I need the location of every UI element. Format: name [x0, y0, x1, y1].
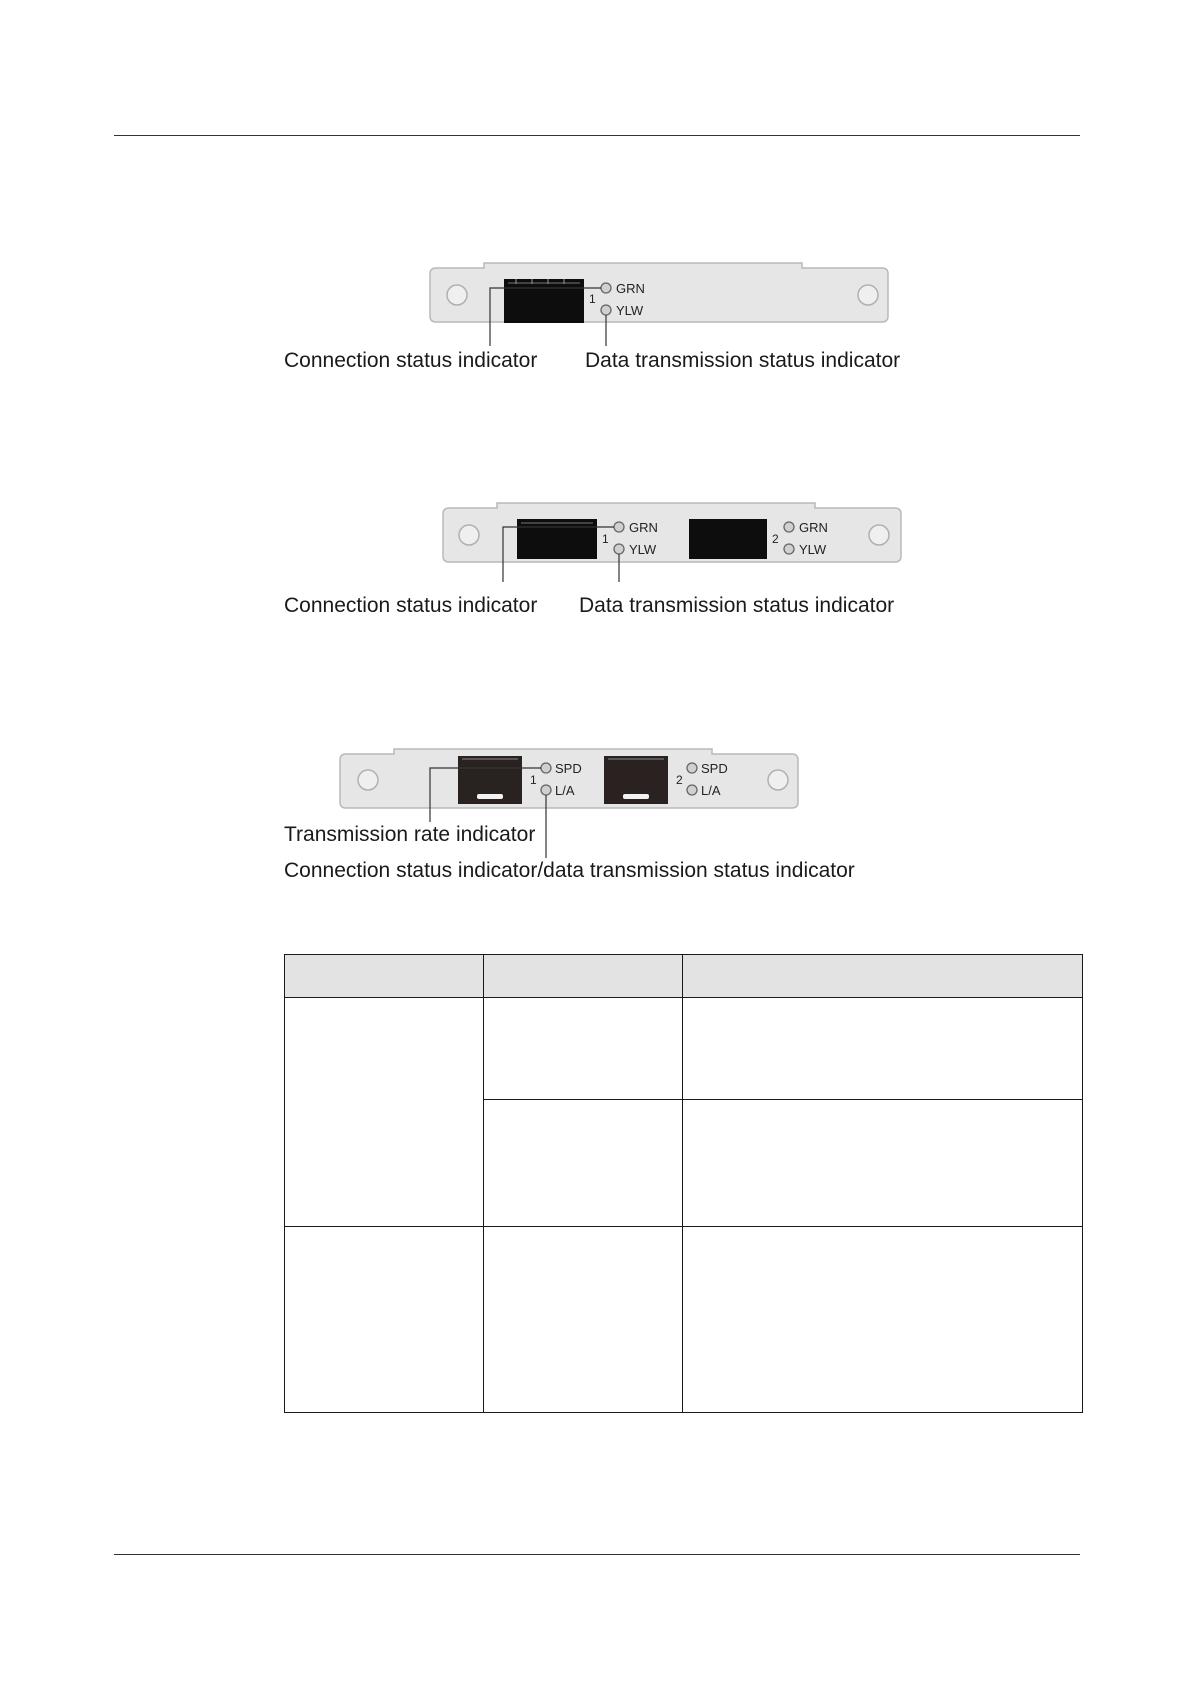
grn-led-2-icon	[784, 522, 794, 532]
caption-connection-data-status: Connection status indicator/data transmission status indicator	[284, 859, 855, 882]
led-label-ylw-2: YLW	[799, 542, 827, 557]
table-cell	[484, 1227, 683, 1413]
header-rule	[114, 135, 1080, 136]
indicator-table	[284, 954, 1083, 1413]
table-cell	[683, 1100, 1083, 1227]
spd-led-2-icon	[687, 763, 697, 773]
grn-led-icon	[601, 283, 611, 293]
grn-led-1-icon	[614, 522, 624, 532]
caption-data-transmission-status: Data transmission status indicator	[579, 594, 895, 617]
la-led-2-icon	[687, 785, 697, 795]
caption-connection-status: Connection status indicator	[284, 594, 538, 617]
sfp-card-illustration	[340, 748, 800, 818]
port-number-2: 2	[676, 773, 683, 787]
screw-hole-right-icon	[869, 525, 889, 545]
screw-hole-right-icon	[768, 770, 788, 790]
screw-hole-left-icon	[459, 525, 479, 545]
sfp-port-1-latch	[477, 794, 503, 799]
screw-hole-left-icon	[447, 285, 467, 305]
port-number-1: 1	[530, 773, 537, 787]
spd-led-1-icon	[541, 763, 551, 773]
port-number-1: 1	[589, 292, 596, 306]
port-2-cage	[689, 519, 767, 559]
led-label-la-2: L/A	[701, 783, 721, 798]
table-header-row	[285, 955, 1083, 998]
table-row	[285, 1227, 1083, 1413]
table-cell	[484, 1100, 683, 1227]
dual-port-card-illustration	[443, 502, 903, 572]
card-panel	[340, 749, 798, 808]
port-number-1: 1	[602, 532, 609, 546]
table-header-cell-2	[484, 955, 683, 998]
led-label-ylw: YLW	[616, 303, 644, 318]
table-cell	[484, 998, 683, 1100]
port-1-cage	[517, 519, 597, 559]
table-header-cell-3	[683, 955, 1083, 998]
led-label-grn-1: GRN	[629, 520, 658, 535]
ylw-led-1-icon	[614, 544, 624, 554]
caption-connection-status: Connection status indicator	[284, 349, 538, 372]
caption-data-transmission-status: Data transmission status indicator	[585, 349, 901, 372]
caption-transmission-rate: Transmission rate indicator	[284, 823, 536, 846]
table-cell	[285, 1227, 484, 1413]
card-panel	[443, 503, 901, 562]
led-label-spd-2: SPD	[701, 761, 728, 776]
ylw-led-2-icon	[784, 544, 794, 554]
port-1-cage	[504, 279, 584, 323]
led-label-ylw-1: YLW	[629, 542, 657, 557]
sfp-port-2-latch	[623, 794, 649, 799]
screw-hole-right-icon	[858, 285, 878, 305]
screw-hole-left-icon	[358, 770, 378, 790]
port-number-2: 2	[772, 532, 779, 546]
led-label-spd-1: SPD	[555, 761, 582, 776]
table-cell	[285, 998, 484, 1227]
table-row	[285, 998, 1083, 1100]
figure-dual-port-card	[443, 502, 903, 572]
la-led-1-icon	[541, 785, 551, 795]
figure-sfp-card	[340, 748, 800, 818]
single-port-card-illustration	[430, 262, 890, 332]
table-cell	[683, 998, 1083, 1100]
led-label-grn-2: GRN	[799, 520, 828, 535]
led-label-grn: GRN	[616, 281, 645, 296]
footer-rule	[114, 1554, 1080, 1555]
ylw-led-icon	[601, 305, 611, 315]
table-header-cell-1	[285, 955, 484, 998]
figure-single-port-card	[430, 262, 890, 332]
card-panel	[430, 263, 888, 322]
led-label-la-1: L/A	[555, 783, 575, 798]
table-cell	[683, 1227, 1083, 1413]
